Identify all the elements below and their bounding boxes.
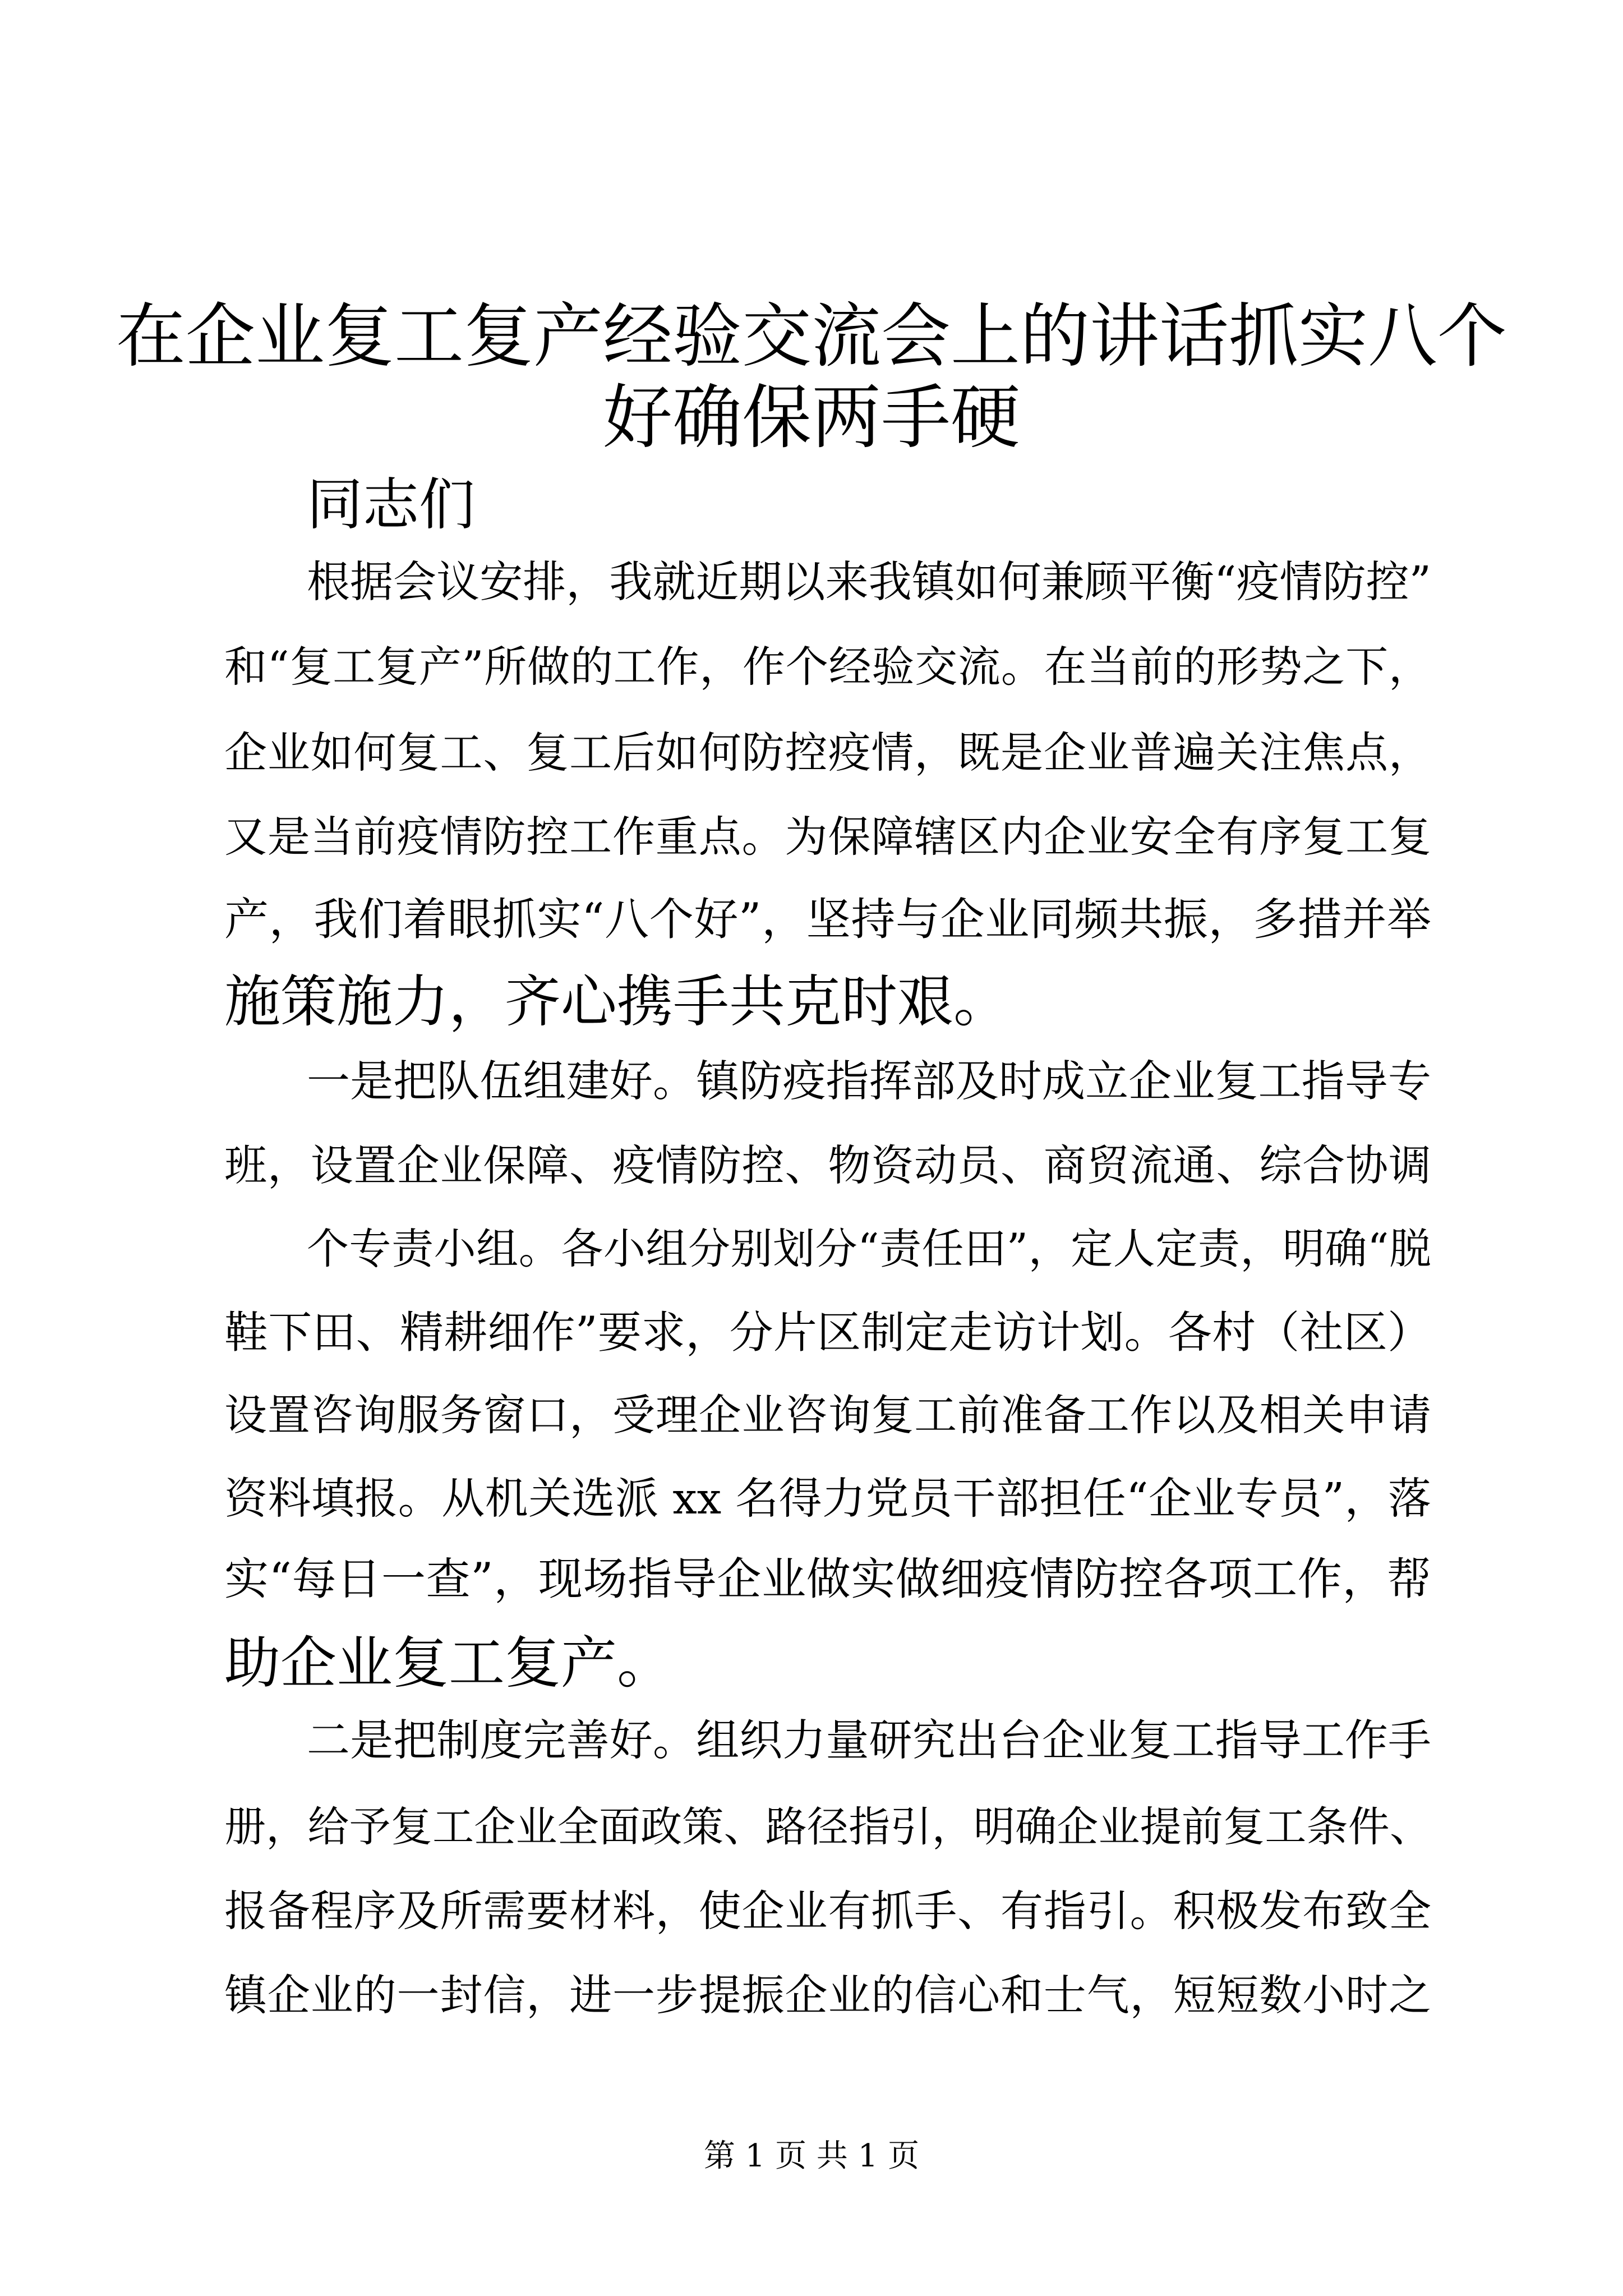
body-line: 助企业复工复产。: [224, 1630, 673, 1696]
body-line: 班，设置企业保障、疫情防控、物资动员、商贸流通、综合协调: [224, 1140, 1431, 1190]
body-line: 设置咨询服务窗口，受理企业咨询复工前准备工作以及相关申请: [224, 1390, 1431, 1440]
salutation: 同志们: [307, 472, 475, 537]
document-title-line-2: 好确保两手硬: [602, 378, 1020, 458]
body-line: 个专责小组。各小组分别划分“责任田”，定人定责，明确“脱: [307, 1224, 1431, 1273]
body-line: 施策施力，齐心携手共克时艰。: [224, 969, 1009, 1034]
body-line: 报备程序及所需要材料，使企业有抓手、有指引。积极发布致全: [224, 1886, 1431, 1936]
page-footer: 第 1 页 共 1 页: [703, 2138, 920, 2174]
body-line: 镇企业的一封信，进一步提振企业的信心和士气，短短数小时之: [224, 1970, 1431, 2020]
body-line: 鞋下田、精耕细作”要求，分片区制定走访计划。各村（社区）: [224, 1308, 1431, 1358]
body-line: 一是把队伍组建好。镇防疫指挥部及时成立企业复工指导专: [307, 1057, 1431, 1107]
document-title-line-1: 在企业复工复产经验交流会上的讲话抓实八个: [116, 296, 1507, 377]
body-line: 册，给予复工企业全面政策、路径指引，明确企业提前复工条件、: [224, 1803, 1431, 1851]
body-line: 产，我们着眼抓实“八个好”，坚持与企业同频共振，多措并举: [224, 894, 1431, 945]
body-line: 和“复工复产”所做的工作，作个经验交流。在当前的形势之下，: [224, 642, 1431, 692]
body-line: 企业如何复工、复工后如何防控疫情，既是企业普遍关注焦点，: [224, 728, 1431, 777]
body-line: 实“每日一查”，现场指导企业做实做细疫情防控各项工作，帮: [224, 1553, 1431, 1605]
body-line: 根据会议安排，我就近期以来我镇如何兼顾平衡“疫情防控”: [307, 558, 1431, 608]
body-line: 又是当前疫情防控工作重点。为保障辖区内企业安全有序复工复: [224, 812, 1431, 862]
body-line: 二是把制度完善好。组织力量研究出台企业复工指导工作手: [307, 1716, 1431, 1766]
body-line: 资料填报。从机关选派 xx 名得力党员干部担任“企业专员”，落: [224, 1474, 1431, 1524]
